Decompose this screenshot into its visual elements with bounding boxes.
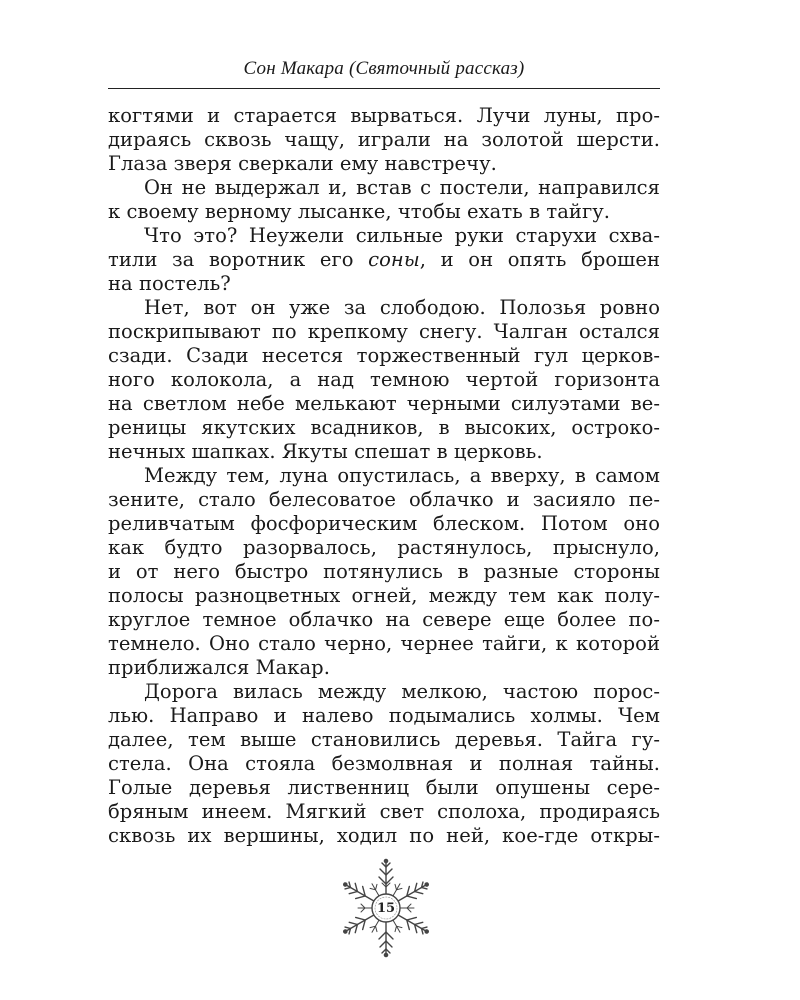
text-line: Между тем, луна опустилась, а вверху, в самом bbox=[144, 464, 660, 487]
text-line: стела. Она стояла безмолвная и полная тайны. bbox=[108, 752, 660, 775]
text-line: Нет, вот он уже за слободою. Полозья ровно bbox=[144, 296, 660, 319]
text-line: сзади. Сзади несется торжественный гул церков- bbox=[108, 344, 660, 367]
text-line: реницы якутских всадников, в высоких, остроко- bbox=[108, 416, 660, 439]
text-line: нечных шапках. Якуты спешат в церковь. bbox=[108, 440, 543, 463]
text-line: на постель? bbox=[108, 272, 231, 295]
text-run: , и он опять брошен bbox=[419, 248, 660, 271]
text-line: на светлом небе мелькают черными силуэтами ве- bbox=[108, 392, 660, 415]
text-line-mixed bbox=[108, 248, 660, 272]
page-number: 15 bbox=[376, 901, 396, 916]
text-line: ного колокола, а над темною чертой горизонта bbox=[108, 368, 660, 391]
text-line: приближался Макар. bbox=[108, 656, 330, 679]
text-run: тили за воротник его bbox=[108, 248, 369, 271]
text-line: Что это? Неужели сильные руки старухи схва- bbox=[144, 224, 660, 247]
text-line: лью. Направо и налево подымались холмы. Чем bbox=[108, 704, 660, 727]
text-line: поскрипывают по крепкому снегу. Чалган остался bbox=[108, 320, 660, 343]
text-line: полосы разноцветных огней, между тем как полу- bbox=[108, 584, 660, 607]
text-line: и от него быстро потянулись в разные стороны bbox=[108, 560, 660, 583]
text-line: Дорога вилась между мелкою, частою порос- bbox=[144, 680, 660, 703]
text-line: дираясь сквозь чащу, играли на золотой шерсти. bbox=[108, 128, 660, 151]
text-line: далее, тем выше становились деревья. Тайга гу- bbox=[108, 728, 660, 751]
text-line: как будто разорвалось, растянулось, прыснуло, bbox=[108, 536, 660, 559]
text-line: реливчатым фосфорическим блеском. Потом оно bbox=[108, 512, 660, 535]
text-line: зените, стало белесоватое облачко и засияло пе- bbox=[108, 488, 660, 511]
text-line: Голые деревья лиственниц были опушены сере- bbox=[108, 776, 660, 799]
text-line: когтями и старается вырваться. Лучи луны, про- bbox=[108, 104, 660, 127]
text-line: Он не выдержал и, встав с постели, направился bbox=[144, 176, 660, 199]
running-header: Сон Макара (Святочный рассказ) bbox=[243, 58, 525, 79]
text-line: сквозь их вершины, ходил по ней, кое-где откры- bbox=[108, 824, 660, 847]
text-line: темнело. Оно стало черно, чернее тайги, к которой bbox=[108, 632, 660, 655]
header-rule bbox=[108, 88, 660, 89]
italic-word: соны bbox=[368, 248, 420, 271]
text-line: к своему верному лысанке, чтобы ехать в тайгу. bbox=[108, 200, 610, 223]
text-line: круглое темное облачко на севере еще более по- bbox=[108, 608, 660, 631]
text-line: бряным инеем. Мягкий свет сполоха, продираясь bbox=[108, 800, 660, 823]
body-text bbox=[108, 104, 660, 848]
text-line: Глаза зверя сверкали ему навстречу. bbox=[108, 152, 497, 175]
